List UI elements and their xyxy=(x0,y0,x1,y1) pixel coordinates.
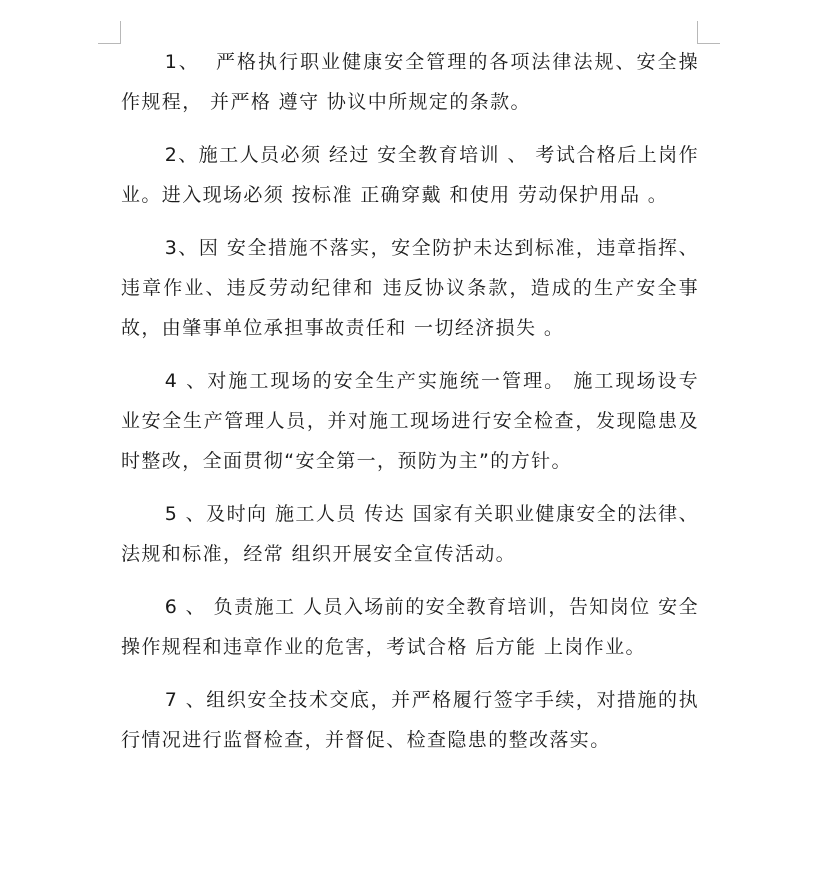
paragraph-1: 1、 严格执行职业健康安全管理的各项法律法规、安全操作规程， 并严格 遵守 协议中所规定的条款。 xyxy=(121,51,699,113)
paragraph-2: 2、施工人员必须 经过 安全教育培训 、 考试合格后上岗作业。进入现场必须 按标准 正确穿戴 和使用 劳动保护用品 。 xyxy=(121,144,699,206)
paragraph-6: 6 、 负责施工 人员入场前的安全教育培训，告知岗位 安全 操作规程和违章作业的危害，考试合格 后方能 上岗作业。 xyxy=(121,596,707,658)
margin-corner-mark-top-right xyxy=(697,21,720,44)
paragraph-5: 5 、及时向 施工人员 传达 国家有关职业健康安全的法律、法规和标准，经常 组织开展安全宣传活动。 xyxy=(121,503,699,565)
paragraph-4: 4 、对施工现场的安全生产实施统一管理。 施工现场设专业安全生产管理人员，并对施工现场进行安全检查，发现隐患及时整改，全面贯彻“安全第一，预防为主”的方针。 xyxy=(121,370,699,472)
margin-corner-mark-top-left xyxy=(98,21,121,44)
paragraph-7: 7 、组织安全技术交底，并严格履行签字手续，对措施的执行情况进行监督检查，并督促、检查隐患的整改落实。 xyxy=(121,689,699,751)
document-body xyxy=(121,42,707,773)
paragraph-3: 3、因 安全措施不落实，安全防护未达到标准，违章指挥、违章作业、违反劳动纪律和 违反协议条款，造成的生产安全事故，由肇事单位承担事故责任和 一切经济损失 。 xyxy=(121,237,699,339)
